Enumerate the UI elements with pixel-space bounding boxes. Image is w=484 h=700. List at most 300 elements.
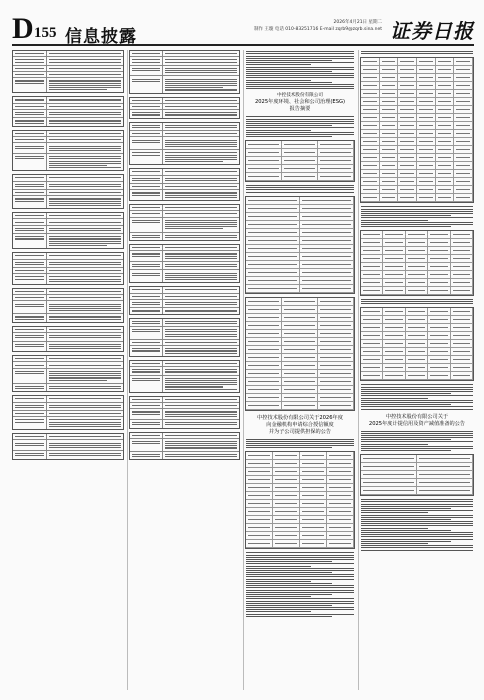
table-cell [246,500,273,508]
text-line [49,407,121,408]
newspaper-calligraphy-logo-icon: 证券日报 [390,19,474,43]
table-cell [380,146,399,154]
table-row [13,314,123,321]
table-value-cell [163,98,239,103]
text-line [246,611,311,612]
text-line [165,441,237,442]
table-cell [436,66,455,74]
table-cell [327,492,354,500]
table-cell [398,194,417,202]
table-grid [361,58,473,202]
text-line [15,192,44,193]
text-line [15,99,44,100]
table-cell [282,157,318,165]
table-cell [428,255,450,263]
disclosure-table [129,432,240,461]
table-cell [436,82,455,90]
table-cell [361,263,383,271]
table-row [130,233,239,240]
text-line [165,435,237,436]
disclosure-table [129,50,240,94]
text-line [165,70,237,71]
text-line [49,205,121,206]
table-cell [428,271,450,279]
text-line [165,321,237,322]
text-line [246,616,332,617]
table-label-cell [13,327,47,332]
table-cell [454,90,473,98]
table-row [130,439,239,452]
table-cell [361,138,380,146]
table-value-cell [163,110,239,117]
table-cell [406,287,428,295]
text-line [132,207,160,208]
text-line [49,270,121,271]
table-label-cell [13,260,47,267]
table-cell [300,261,354,269]
text-line [246,56,354,57]
table-cell [406,324,428,332]
table-cell [361,255,383,263]
table-cell [436,114,455,122]
text-line [15,264,44,265]
text-line [165,279,237,280]
table-label-cell [130,205,163,210]
text-line [49,297,121,298]
table-cell [383,247,405,255]
credit-title-line1: 中控技术股份有限公司关于2026年度 [257,414,343,421]
text-line [361,384,473,385]
table-cell [436,130,455,138]
text-line [361,209,473,210]
table-cell [454,122,473,130]
table-label-cell [130,123,163,130]
table-cell [246,314,282,322]
table-grid [246,141,354,181]
table-cell [398,154,417,162]
text-line [165,228,222,229]
text-line [361,515,473,516]
table-cell [246,237,300,245]
table-cell [380,138,399,146]
table-cell [282,338,318,346]
table-cell [300,460,327,468]
text-line [15,222,44,223]
table-cell [417,82,436,90]
text-line [132,125,160,126]
table-cell [406,231,428,239]
table-cell [361,356,383,364]
table-value-cell [47,104,123,109]
text-line [15,123,44,124]
text-line [246,125,332,126]
table-cell [282,165,318,173]
text-line [49,161,121,162]
text-line [132,289,160,290]
text-line [165,53,237,54]
text-line [49,377,121,378]
table-label-cell [13,97,47,102]
text-line [49,388,121,389]
text-line [49,443,121,444]
table-row [130,270,239,282]
text-line [15,201,44,202]
table-cell [380,170,399,178]
table-cell [361,130,380,138]
text-line [132,302,160,303]
text-line [361,506,473,507]
text-line [15,148,44,149]
table-cell [327,524,354,532]
text-line [165,445,237,446]
table-label-cell [13,274,47,284]
table-label-cell [13,104,47,109]
text-line [165,382,237,383]
table-value-cell [47,118,123,125]
table-cell [428,308,450,316]
table-cell [406,364,428,372]
table-value-cell [163,262,239,269]
table-cell [417,471,473,479]
text-line [15,388,44,389]
table-label-cell [13,118,47,125]
table-value-cell [163,452,239,459]
table-label-cell [13,57,47,64]
text-line [49,139,121,140]
text-line [49,83,121,84]
disclosure-table [12,130,124,171]
table-value-cell [47,333,123,340]
table-label-cell [130,452,163,459]
table-cell [246,492,273,500]
text-line [361,391,473,392]
text-line [246,134,354,135]
text-line [49,241,121,242]
table-value-cell [47,143,123,153]
text-line [165,454,237,455]
table-value-cell [163,190,239,200]
table-cell [300,484,327,492]
text-line [15,83,44,84]
table-cell [273,460,300,468]
text-line [49,238,121,239]
text-line [246,596,311,597]
table-cell [361,287,383,295]
table-cell [417,122,436,130]
text-line [132,424,160,425]
table-value-cell [47,369,123,383]
credit-guarantee-heading [245,415,355,436]
table-cell [318,330,354,338]
text-line [132,178,160,179]
table-cell [454,178,473,186]
table-cell [406,271,428,279]
text-line [361,435,473,436]
text-line [361,501,473,502]
table-cell [380,82,399,90]
table-cell [246,173,282,181]
table-cell [451,255,473,263]
table-cell [273,484,300,492]
text-line [361,547,473,548]
table-value-cell [163,211,239,216]
table-label-cell [130,137,163,149]
table-label-cell [130,403,163,408]
table-label-cell [130,251,163,261]
disclosure-table [12,252,124,285]
text-line [132,266,160,267]
table-cell [454,82,473,90]
table-cell [318,173,354,181]
table-label-cell [130,300,163,307]
table-cell [361,348,383,356]
table-cell [361,340,383,348]
text-line [15,297,44,298]
text-line [165,289,237,290]
text-line [15,80,44,81]
text-line [246,82,332,83]
table-row [13,260,123,268]
table-cell [406,279,428,287]
text-line [246,439,354,440]
table-label-cell [13,289,47,294]
text-line [165,348,237,349]
text-line [165,273,237,274]
table-cell [246,452,273,460]
table-row [130,452,239,459]
table-row [130,251,239,262]
text-line [361,220,428,221]
text-line [49,114,121,115]
text-line [49,308,121,309]
text-line [165,192,237,193]
table-cell [246,229,300,237]
table-row [130,262,239,270]
table-cell [327,516,354,524]
text-line [165,336,237,337]
table-row [13,274,123,284]
table-cell [380,178,399,186]
text-line [361,444,428,445]
text-line [361,519,451,520]
masthead [12,14,474,46]
section-letter: D [12,12,34,45]
table-cell [273,500,300,508]
text-line [165,89,237,90]
table-value-cell [47,268,123,273]
text-line [165,59,237,60]
text-line [15,316,44,317]
table-cell [451,316,473,324]
table-cell [318,306,354,314]
table-cell [398,138,417,146]
text-line [165,161,222,162]
table-value-cell [163,367,239,374]
table-cell [383,239,405,247]
table-cell [417,130,436,138]
text-line [15,228,44,229]
table-cell [327,500,354,508]
table-label-cell [13,196,47,208]
table-cell [318,378,354,386]
text-line [246,576,354,577]
table-label-cell [130,294,163,299]
table-cell [383,279,405,287]
table-label-cell [130,262,163,269]
table-cell [417,114,436,122]
text-line [361,222,473,223]
table-value-cell [47,314,123,321]
column-4 [360,50,474,690]
table-label-cell [13,66,47,71]
table-value-cell [163,409,239,419]
table-value-cell [47,403,123,410]
text-line [49,319,121,320]
table-cell [417,487,473,495]
table-label-cell [130,327,163,339]
column-1 [12,50,124,690]
text-line [15,114,44,115]
body-text [245,552,355,616]
table-row [13,451,123,458]
table-value-cell [47,97,123,102]
text-line [165,253,237,254]
text-line [361,508,451,509]
text-line [15,53,44,54]
text-line [132,435,160,436]
text-line [361,395,473,396]
table-row [130,218,239,233]
text-line [49,99,121,100]
text-line [132,213,160,214]
esg-company-name: 中控技术股份有限公司 [277,93,323,99]
text-line [246,121,354,122]
table-cell [361,463,417,471]
text-line [132,247,160,248]
text-line [165,363,237,364]
text-line [165,81,237,82]
text-line [165,384,237,385]
text-line [15,319,44,320]
table-cell [428,348,450,356]
table-cell [380,162,399,170]
text-line [132,253,160,254]
text-line [246,62,354,63]
body-text [360,206,474,227]
text-line [49,158,121,159]
text-line [132,106,160,107]
text-line [132,59,160,60]
text-line [49,112,121,113]
table-cell [361,58,380,66]
table-row [130,76,239,92]
table-row [13,118,123,125]
text-line [15,255,44,256]
text-line [49,453,121,454]
text-line [246,127,354,128]
text-line [132,422,160,423]
text-line [246,130,311,131]
table-label-cell [13,182,47,189]
table-cell [436,122,455,130]
table-cell [383,356,405,364]
table-cell [300,245,354,253]
table-cell [451,324,473,332]
text-line [246,136,332,137]
text-line [49,215,121,216]
table-cell [406,239,428,247]
text-line [15,139,44,140]
text-line [165,213,237,214]
table-cell [282,346,318,354]
table-cell [454,186,473,194]
table-value-cell [163,420,239,427]
table-label-cell [130,98,163,103]
table-label-cell [130,218,163,232]
text-line [361,534,473,535]
table-cell [383,287,405,295]
body-text [360,299,474,304]
table-cell [361,487,417,495]
text-line [165,157,237,158]
table-cell [246,484,273,492]
table-row [130,300,239,308]
table-cell [380,154,399,162]
table-cell [398,146,417,154]
text-line [15,120,44,121]
table-cell [436,146,455,154]
text-line [246,51,354,52]
table-value-cell [47,66,123,71]
text-line [132,53,160,54]
table-cell [398,66,417,74]
table-cell [451,340,473,348]
table-cell [417,138,436,146]
table-cell [406,263,428,271]
table-cell [361,239,383,247]
text-line [49,148,121,149]
table-cell [454,114,473,122]
table-cell [398,82,417,90]
table-label-cell [130,76,163,92]
text-line [246,443,354,444]
table-cell [300,508,327,516]
text-line [49,230,121,231]
table-row [13,342,123,352]
table-label-cell [130,176,163,183]
esg-title-line2: 报告摘要 [289,106,311,113]
table-label-cell [130,131,163,136]
text-line [165,371,237,372]
table-cell [383,332,405,340]
text-line [132,411,160,412]
table-cell [406,332,428,340]
text-line [49,203,121,204]
text-line [15,358,44,359]
text-line [246,185,354,186]
text-line [165,155,237,156]
table-cell [361,114,380,122]
text-line [132,348,160,349]
table-value-cell [47,342,123,352]
text-line [165,207,237,208]
table-cell [246,261,300,269]
table-cell [398,170,417,178]
table-label-cell [13,226,47,233]
table-cell [300,277,354,285]
text-line [49,59,121,60]
text-line [165,334,237,335]
